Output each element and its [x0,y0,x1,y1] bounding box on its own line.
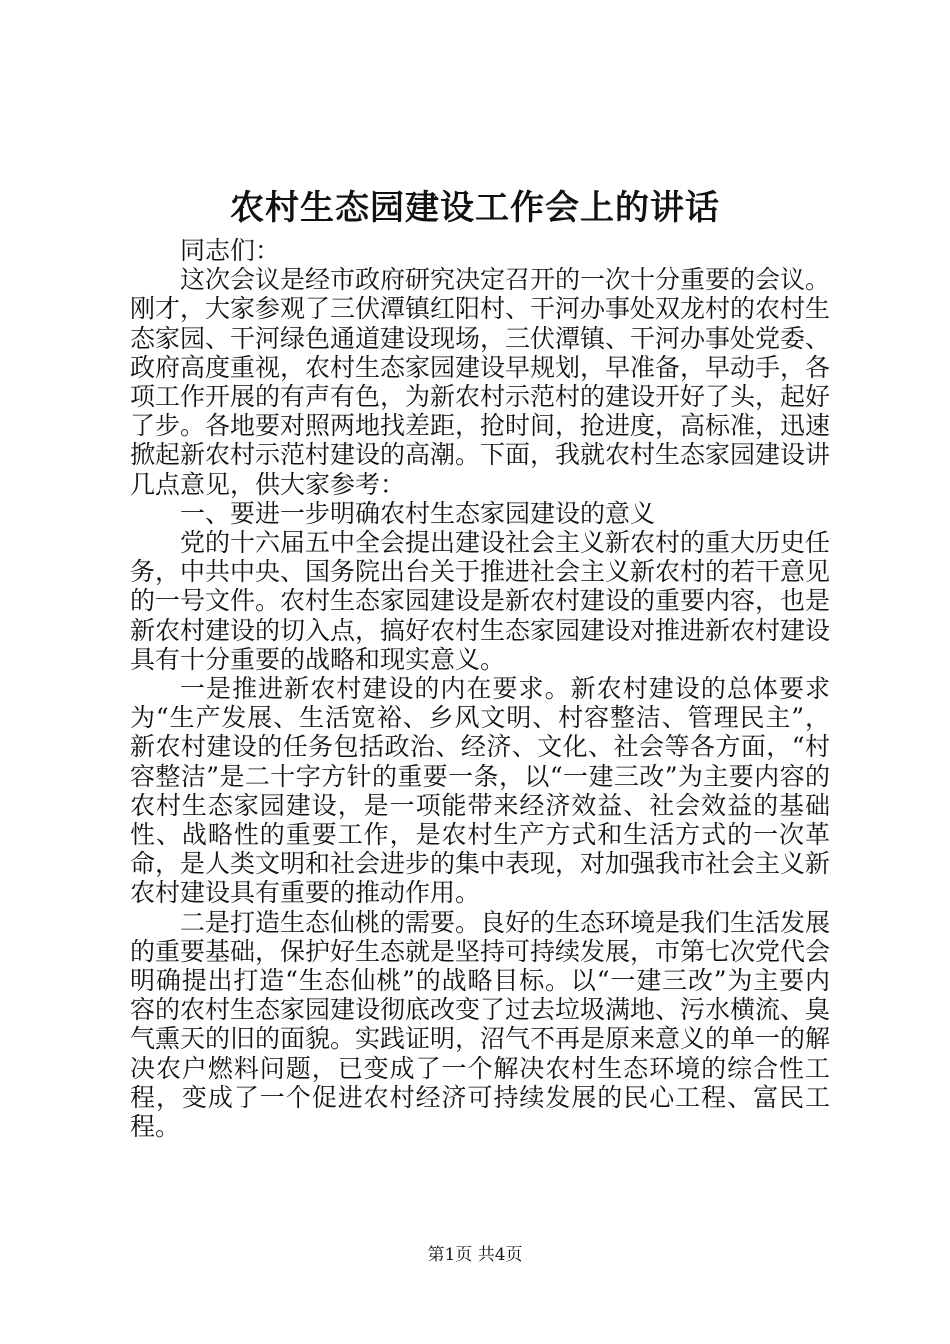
paragraph-background: 党的十六届五中全会提出建设社会主义新农村的重大历史任务，中共中央、国务院出台关于推进社会主义新农村的若干意见的一号文件。农村生态家园建设是新农村建设的重要内容，也是新农村建设的切入点，搞好农村生态家园建设对推进新农村建设具有十分重要的战略和现实意义。 [130,528,831,674]
paragraph-point-2: 二是打造生态仙桃的需要。良好的生态环境是我们生活发展的重要基础，保护好生态就是坚持可持续发展，市第七次党代会明确提出打造“生态仙桃”的战略目标。以“一建三改”为主要内容的农村生态家园建设彻底改变了过去垃圾满地、污水横流、臭气熏天的旧的面貌。实践证明，沼气不再是原来意义的单一的解决农户燃料问题，已变成了一个解决农村生态环境的综合性工程，变成了一个促进农村经济可持续发展的民心工程、富民工程。 [130,907,831,1142]
document-title: 农村生态园建设工作会上的讲话 [230,188,720,228]
document-body [130,236,830,1141]
section-heading-1: 一、要进一步明确农村生态家园建设的意义 [180,498,656,528]
paragraph-salutation: 同志们： [180,236,281,265]
page-footer: 第1页 共4页 [427,1245,523,1265]
paragraph-introduction: 这次会议是经市政府研究决定召开的一次十分重要的会议。刚才，大家参观了三伏潭镇红阳村、干河办事处双龙村的农村生态家园、干河绿色通道建设现场，三伏潭镇、干河办事处党委、政府高度重视，农村生态家园建设早规划，早准备，早动手，各项工作开展的有声有色，为新农村示范村的建设开好了头，起好了步。各地要对照两地找差距，抢时间，抢进度，高标准，迅速掀起新农村示范村建设的高潮。下面，我就农村生态家园建设讲几点意见，供大家参考： [130,265,831,499]
paragraph-point-1: 一是推进新农村建设的内在要求。新农村建设的总体要求为“生产发展、生活宽裕、乡风文明、村容整洁、管理民主”，新农村建设的任务包括政治、经济、文化、社会等各方面，“村容整洁”是二十字方针的重要一条，以“一建三改”为主要内容的农村生态家园建设，是一项能带来经济效益、社会效益的基础性、战略性的重要工作，是农村生产方式和生活方式的一次革命，是人类文明和社会进步的集中表现，对加强我市社会主义新农村建设具有重要的推动作用。 [130,674,831,908]
